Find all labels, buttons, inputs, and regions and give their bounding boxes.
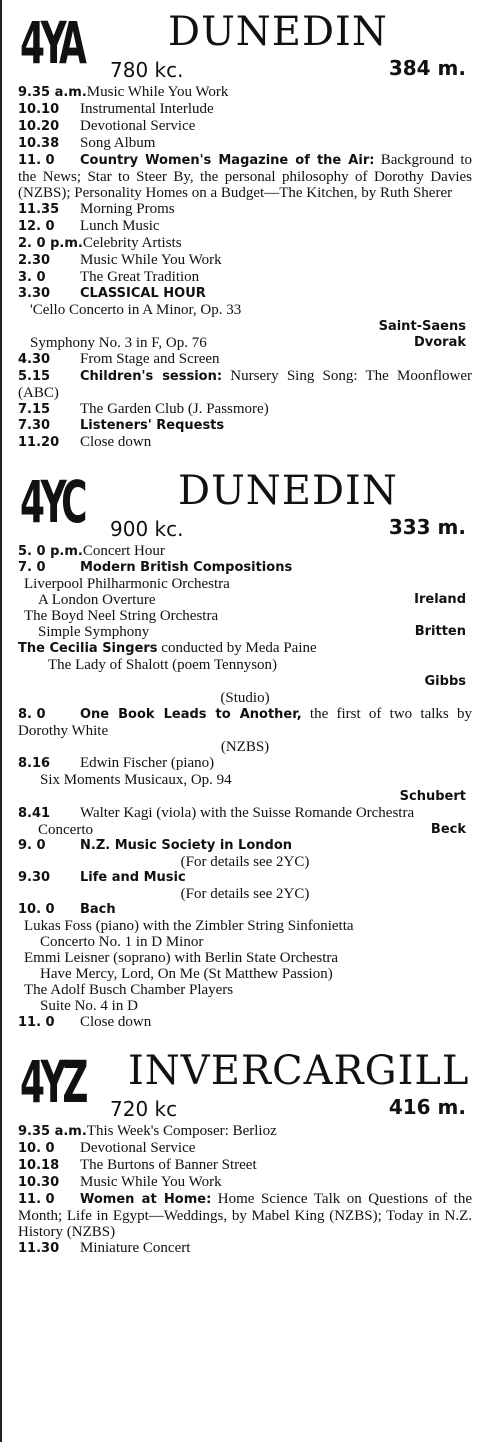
schedule-item: 11. 0 Close down: [18, 1014, 152, 1030]
call-sign: 4YZ: [20, 1048, 85, 1116]
note: (For details see 2YC): [180, 854, 310, 870]
schedule-item: 7.30 Listeners' Requests: [18, 418, 225, 433]
work-title: Simple Symphony Britten: [38, 624, 466, 640]
note: (For details see 2YC): [180, 886, 310, 902]
work-title: Concerto No. 1 in D Minor: [40, 934, 204, 950]
schedule-item: 10.38 Song Album: [18, 135, 156, 151]
schedule-item: 9.30 Life and Music: [18, 870, 186, 885]
schedule-item: 8.16 Edwin Fischer (piano): [18, 755, 215, 771]
schedule-item: 7. 0 Modern British Compositions: [18, 560, 293, 575]
schedule-item: 11.30 Miniature Concert: [18, 1240, 191, 1256]
schedule-item: 11.20 Close down: [18, 434, 152, 450]
performer: The Boyd Neel String Orchestra: [24, 608, 219, 624]
schedule-item: 9.35 a.m. Music While You Work: [18, 84, 229, 100]
composer: Saint-Saens: [378, 319, 466, 334]
station-wavelength: 416 m.: [388, 1095, 466, 1119]
note: (NZBS): [220, 739, 270, 755]
station-frequency: 900 kc.: [110, 517, 184, 541]
note: (Studio): [220, 690, 270, 706]
schedule-item: 11. 0 Women at Home: Home Science Talk on Questions of the Month; Life in Egypt—Weddings, by Mabel King (NZBS); Today in N.Z. History (NZBS): [18, 1191, 472, 1240]
schedule-item: 7.15 The Garden Club (J. Passmore): [18, 401, 269, 417]
schedule-item: 11.35 Morning Proms: [18, 201, 175, 217]
performer: Liverpool Philharmonic Orchestra: [24, 576, 230, 592]
work-title: Symphony No. 3 in F, Op. 76 Dvorak: [30, 335, 466, 351]
work-title: 'Cello Concerto in A Minor, Op. 33: [30, 302, 242, 318]
station-4ya: [18, 6, 472, 451]
schedule-list: [18, 1123, 472, 1257]
composer: Gibbs: [424, 674, 466, 689]
station-frequency: 720 kc: [110, 1097, 178, 1121]
schedule-item: 10.30 Music While You Work: [18, 1174, 222, 1190]
schedule-item: 10.10 Instrumental Interlude: [18, 101, 214, 117]
work-title: Concerto Beck: [38, 822, 466, 838]
schedule-item: 12. 0 Lunch Music: [18, 218, 160, 234]
work-title: The Lady of Shalott (poem Tennyson): [48, 657, 278, 673]
station-city: DUNEDIN: [168, 9, 388, 55]
performer: The Cecilia Singers conducted by Meda Paine: [18, 640, 317, 656]
schedule-item: 8.41 Walter Kagi (viola) with the Suisse Romande Orchestra: [18, 805, 415, 821]
station-city: DUNEDIN: [178, 468, 398, 514]
station-frequency: 780 kc.: [110, 58, 184, 82]
call-sign: 4YA: [20, 9, 83, 77]
schedule-list: [18, 84, 472, 451]
schedule-item: 2. 0 p.m. Celebrity Artists: [18, 235, 182, 251]
station-city: INVERCARGILL: [128, 1048, 470, 1094]
schedule-item: 10. 0 Devotional Service: [18, 1140, 196, 1156]
call-sign: 4YC: [20, 468, 84, 536]
schedule-item: 3. 0 The Great Tradition: [18, 269, 200, 285]
composer: Schubert: [399, 789, 466, 804]
work-title: Have Mercy, Lord, On Me (St Matthew Passion): [40, 966, 333, 982]
performer: Lukas Foss (piano) with the Zimbler String Sinfonietta: [24, 918, 354, 934]
station-header: [18, 465, 472, 543]
schedule-item: 10.18 The Burtons of Banner Street: [18, 1157, 257, 1173]
schedule-item: 5. 0 p.m. Concert Hour: [18, 543, 165, 559]
station-wavelength: 333 m.: [388, 515, 466, 539]
work-title: Suite No. 4 in D: [40, 998, 138, 1014]
schedule-item: 4.30 From Stage and Screen: [18, 351, 220, 367]
schedule-item: 10. 0 Bach: [18, 902, 116, 917]
station-header: [18, 6, 472, 84]
schedule-item: 5.15 Children's session: Nursery Sing Song: The Moonflower (ABC): [18, 368, 473, 401]
schedule-item: 9. 0 N.Z. Music Society in London: [18, 838, 293, 853]
station-wavelength: 384 m.: [388, 56, 466, 80]
work-title: A London Overture Ireland: [38, 592, 466, 608]
work-title: Six Moments Musicaux, Op. 94: [40, 772, 232, 788]
schedule-item: 2.30 Music While You Work: [18, 252, 222, 268]
schedule-item: 10.20 Devotional Service: [18, 118, 196, 134]
schedule-list: [18, 543, 472, 1031]
schedule-item: 11. 0 Country Women's Magazine of the Air: Background to the News; Star to Steer By, the personal philosophy of Dorothy Davies (NZBS); Personality Homes on a Budget—The Kitchen, by Ruth Sherer: [18, 152, 473, 201]
station-4yc: [18, 465, 472, 1031]
performer: Emmi Leisner (soprano) with Berlin State Orchestra: [24, 950, 339, 966]
schedule-item: 9.35 a.m. This Week's Composer: Berlioz: [18, 1123, 277, 1139]
station-header: [18, 1045, 472, 1123]
performer: The Adolf Busch Chamber Players: [24, 982, 234, 998]
station-4yz: [18, 1045, 472, 1257]
schedule-item: 8. 0 One Book Leads to Another, the first of two talks by Dorothy White: [18, 706, 472, 739]
schedule-item: 3.30 CLASSICAL HOUR: [18, 286, 206, 301]
